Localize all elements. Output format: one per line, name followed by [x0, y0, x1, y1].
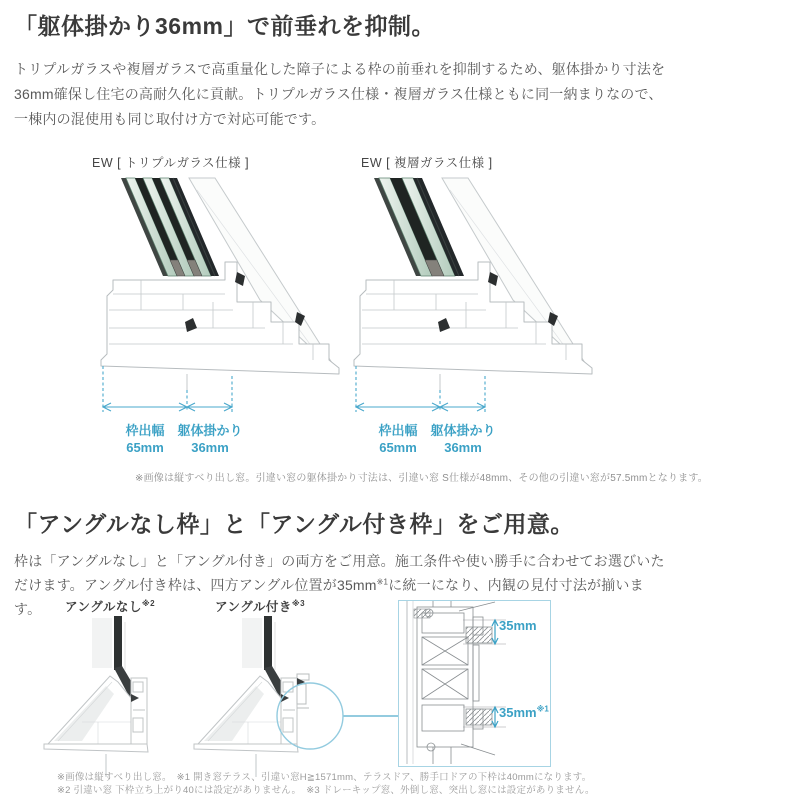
dimension-lines: [356, 366, 485, 412]
section2-body-sup: ※1: [376, 577, 389, 587]
double-glass-diagram-label: EW [ 複層ガラス仕様 ]: [361, 156, 493, 170]
dim-arrow-bottom: [492, 707, 498, 727]
angle-detail-box: [398, 600, 551, 767]
frame-bottom: [44, 744, 148, 752]
no-angle-frame-diagram: [42, 614, 154, 779]
section1-title: 「躯体掛かり36mm」で前垂れを抑制。: [14, 13, 435, 39]
footnote-line-1: ※画像は縦すべり出し窓。 ※1 開き窓テラス、引違い窓H≧1571mm、テラスドア、勝手口ドアの下枠は40mmになります。: [57, 772, 592, 783]
dim-frame-width-label: 枠出幅 65mm: [125, 423, 165, 455]
dim-arrow-top: [492, 620, 498, 644]
glass-edge: [114, 616, 122, 670]
callout-connector-line: [343, 715, 398, 717]
no-angle-label: [65, 597, 155, 615]
section1-body: トリプルガラスや複層ガラスで高重量化した障子による枠の前垂れを抑制するため、躯体掛かり寸法を36mm確保し住宅の高耐久化に貢献。トリプルガラス仕様・複層ガラス仕様ともに同一納まりなので、一棟内の混使用も同じ取付け方で対応可能です。: [14, 61, 666, 127]
frame-column: [131, 678, 147, 744]
sill-profile: [354, 262, 592, 374]
sill-profile: [101, 262, 339, 374]
no-angle-label-sup: ※2: [141, 598, 156, 608]
with-angle-label-text: アングル付き: [215, 600, 292, 614]
frame-column: [281, 678, 297, 744]
dim-body-overlap-label: 躯体掛かり 36mm: [177, 423, 243, 455]
section1-note: ※画像は縦すべり出し窓。引違い窓の躯体掛かり寸法は、引違い窓 S仕様が48mm、その他の引違い窓が57.5mmとなります。: [135, 473, 708, 484]
detail-dim-bottom: [499, 705, 549, 720]
section2-body-text: 枠は「アングルなし」と「アングル付き」の両方をご用意。施工条件や使い勝手に合わせてお選びいただけます。アングル付き枠は、四方アングル位置が35mm: [14, 553, 665, 593]
section2-body-text: に統一になり、内観の見付寸法が揃います。: [14, 577, 644, 617]
double-glass-section-diagram: [346, 176, 598, 460]
detail-dim-top: 35mm: [499, 618, 537, 633]
detail-dim-bottom-value: 35mm: [499, 705, 537, 720]
footnote-line-2: ※2 引違い窓 下枠立ち上がり40には設定がありません。 ※3 ドレーキップ窓、外倒し窓、突出し窓には設定がありません。: [57, 785, 595, 796]
frame-assembly: [417, 601, 495, 764]
triple-glass-section-diagram: [93, 176, 345, 460]
detail-dim-bottom-sup: ※1: [536, 704, 549, 714]
glass-edge: [264, 616, 272, 670]
dim-body-overlap-label: 躯体掛かり 36mm: [430, 423, 496, 455]
triple-glass-diagram-label: EW [ トリプルガラス仕様 ]: [92, 156, 250, 170]
with-angle-label: [215, 597, 305, 615]
with-angle-frame-diagram: [192, 614, 357, 779]
wall-hatch-top: [466, 627, 492, 643]
wall-hatch-bottom: [466, 709, 492, 725]
angle-piece: [297, 674, 309, 704]
with-angle-label-sup: ※3: [291, 598, 306, 608]
dimension-lines: [103, 366, 232, 412]
section2-title: 「アングルなし枠」と「アングル付き枠」をご用意。: [14, 511, 574, 537]
no-angle-label-text: アングルなし: [65, 600, 142, 614]
dim-frame-width-label: 枠出幅 65mm: [378, 423, 418, 455]
frame-bottom: [194, 744, 298, 752]
